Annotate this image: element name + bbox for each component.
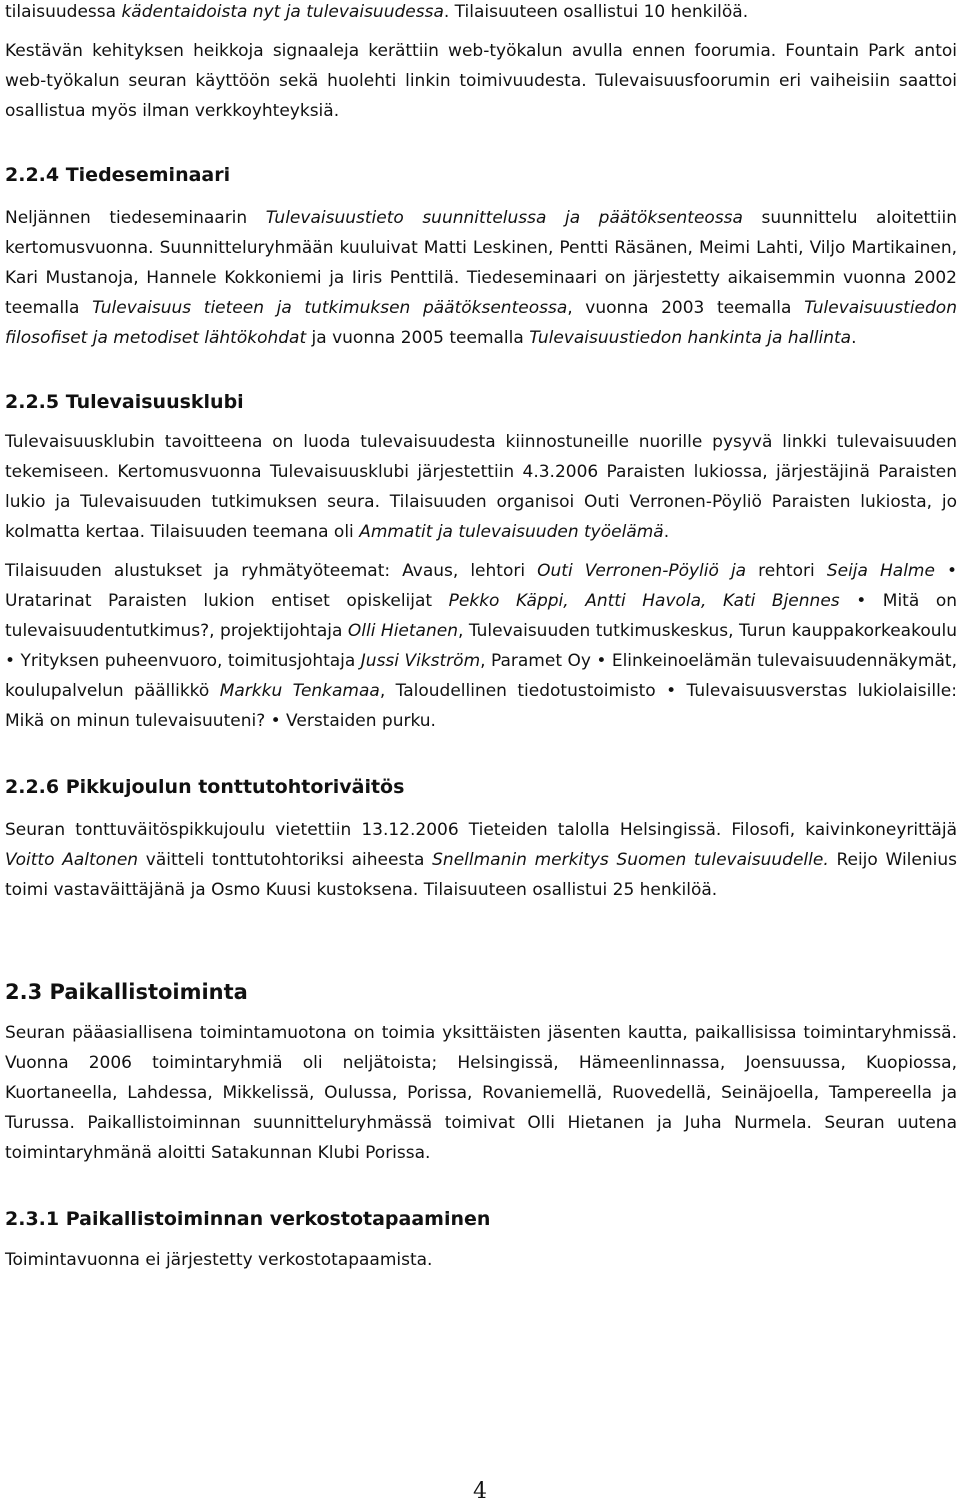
text-run: ja vuonna 2005 teemalla: [306, 328, 530, 348]
intro-paragraph-2: Kestävän kehityksen heikkoja signaaleja kerättiin web-työkalun avulla ennen foorumia. Fountain Park antoi web-työkalun seuran käyttöön sekä huolehti linkin toimivuudesta. Tulevaisuusfoorumin eri vaiheisiin saattoi osallistua myös ilman verkkoyhteyksiä.: [5, 41, 957, 121]
text-run: , vuonna 2003 teemalla: [567, 298, 805, 318]
italic-title: Tulevaisuus tieteen ja tutkimuksen päätöksenteossa: [92, 298, 568, 318]
text-run: , Paramet Oy • Elinkeinoelämän tulevaisuudennäkymät, koulupalvelun päällikkö: [5, 651, 957, 701]
document-page: [5, 0, 957, 1275]
italic-name: Voitto Aaltonen: [5, 850, 139, 870]
italic-name: Outi Verronen-Pöyliö ja: [537, 561, 747, 581]
text-run: Tulevaisuusklubin tavoitteena on luoda tulevaisuudesta kiinnostuneille nuorille pysyvä linkki tulevaisuuden tekemiseen. Kertomusvuonna Tulevaisuusklubi järjestettiin 4.3.2006 Paraisten lukiossa, järjestäjinä Paraisten lukio ja Tulevaisuuden tutkimuksen seura. Tilaisuuden organisoi Outi Verronen-Pöyliö Paraisten lukiosta, jo kolmatta kertaa. Tilaisuuden teemana oli: [5, 432, 957, 542]
text-run: Neljännen tiedeseminaarin: [5, 208, 266, 228]
section-2-2-5-paragraph-1: [5, 427, 957, 547]
text-run: .: [851, 328, 857, 348]
italic-title: Tulevaisuustieto suunnittelussa ja päätöksenteossa: [265, 208, 743, 228]
section-heading-2-2-5: 2.2.5 Tulevaisuusklubi: [5, 391, 244, 413]
section-2-3-1-paragraph: Toimintavuonna ei järjestetty verkostotapaamista.: [5, 1250, 433, 1270]
italic-name: Jussi Vikström: [360, 651, 481, 671]
text-run: Seuran tonttuväitöspikkujoulu vietettiin 13.12.2006 Tieteiden talolla Helsingissä. Filosofi, kaivinkoneyrittäjä: [5, 820, 957, 840]
italic-name: Markku Tenkamaa: [219, 681, 380, 701]
section-heading-2-2-6: 2.2.6 Pikkujoulun tonttutohtoriväitös: [5, 776, 405, 798]
section-2-2-5-paragraph-2: [5, 556, 957, 736]
section-heading-2-3-1: 2.3.1 Paikallistoiminnan verkostotapaaminen: [5, 1208, 491, 1230]
text-run: Reijo Wilenius toimi vastaväittäjänä ja Osmo Kuusi kustoksena. Tilaisuuteen osallistui 25 henkilöä.: [5, 850, 957, 900]
italic-name: Pekko Käppi, Antti Havola, Kati Bjennes: [448, 591, 840, 611]
section-heading-2-3: 2.3 Paikallistoiminta: [5, 980, 248, 1004]
italic-title: Ammatit ja tulevaisuuden työelämä: [359, 522, 664, 542]
section-heading-2-2-4: 2.2.4 Tiedeseminaari: [5, 164, 231, 186]
section-2-3-paragraph: Seuran pääasiallisena toimintamuotona on toimia yksittäisten jäsenten kautta, paikallisissa toimintaryhmissä. Vuonna 2006 toimintaryhmiä oli neljätoista; Helsingissä, Hämeenlinnassa, Joensuussa, Kuopiossa, Kuortaneella, Lahdessa, Mikkelissä, Oulussa, Porissa, Rovaniemellä, Ruovedellä, Seinäjoella, Tampereella ja Turussa. Paikallistoiminnan suunnitteluryhmässä toimivat Olli Hietanen ja Juha Nurmela. Seuran uutena toimintaryhmänä aloitti Satakunnan Klubi Porissa.: [5, 1023, 957, 1163]
text-run: • Mitä on tulevaisuudentutkimus?, projektijohtaja: [5, 591, 957, 641]
section-2-2-4-paragraph: [5, 203, 957, 353]
text-run: .: [663, 522, 670, 542]
intro-paragraph-1: [5, 0, 957, 27]
italic-title: Tulevaisuustiedon hankinta ja hallinta: [529, 328, 852, 348]
text-run: väitteli tonttutohtoriksi aiheesta: [138, 850, 433, 870]
text-run: . Tilaisuuteen osallistui 10 henkilöä.: [443, 2, 749, 22]
italic-name: Olli Hietanen: [347, 621, 458, 641]
section-2-2-6-paragraph: [5, 815, 957, 905]
page-number: 4: [473, 1479, 487, 1504]
italic-title: kädentaidoista nyt ja tulevaisuudessa: [121, 2, 444, 22]
italic-title: Snellmanin merkitys Suomen tulevaisuudelle.: [432, 850, 829, 870]
italic-title: Tulevaisuustiedon filosofiset ja metodiset lähtökohdat: [5, 298, 957, 348]
text-run: suunnittelu aloitettiin kertomusvuonna. Suunnitteluryhmään kuuluivat Matti Leskinen, Pentti Räsänen, Meimi Lahti, Viljo Martikainen, Kari Mustanoja, Hannele Kokkoniemi ja Iiris Penttilä. Tiedeseminaari on järjestetty aikaisemmin vuonna 2002 teemalla: [5, 208, 957, 318]
text-run: , Tulevaisuuden tutkimuskeskus, Turun kauppakorkeakoulu • Yrityksen puheenvuoro, toimitusjohtaja: [5, 621, 957, 671]
text-run: • Uratarinat Paraisten lukion entiset opiskelijat: [5, 561, 958, 611]
text-run: tilaisuudessa: [5, 2, 122, 22]
text-run: Tilaisuuden alustukset ja ryhmätyöteemat: Avaus, lehtori: [5, 561, 538, 581]
text-run: rehtori: [746, 561, 827, 581]
italic-name: Seija Halme: [826, 561, 935, 581]
text-run: , Taloudellinen tiedotustoimisto • Tulevaisuusverstas lukiolaisille: Mikä on minun tulevaisuuteni? • Verstaiden purku.: [5, 681, 957, 731]
